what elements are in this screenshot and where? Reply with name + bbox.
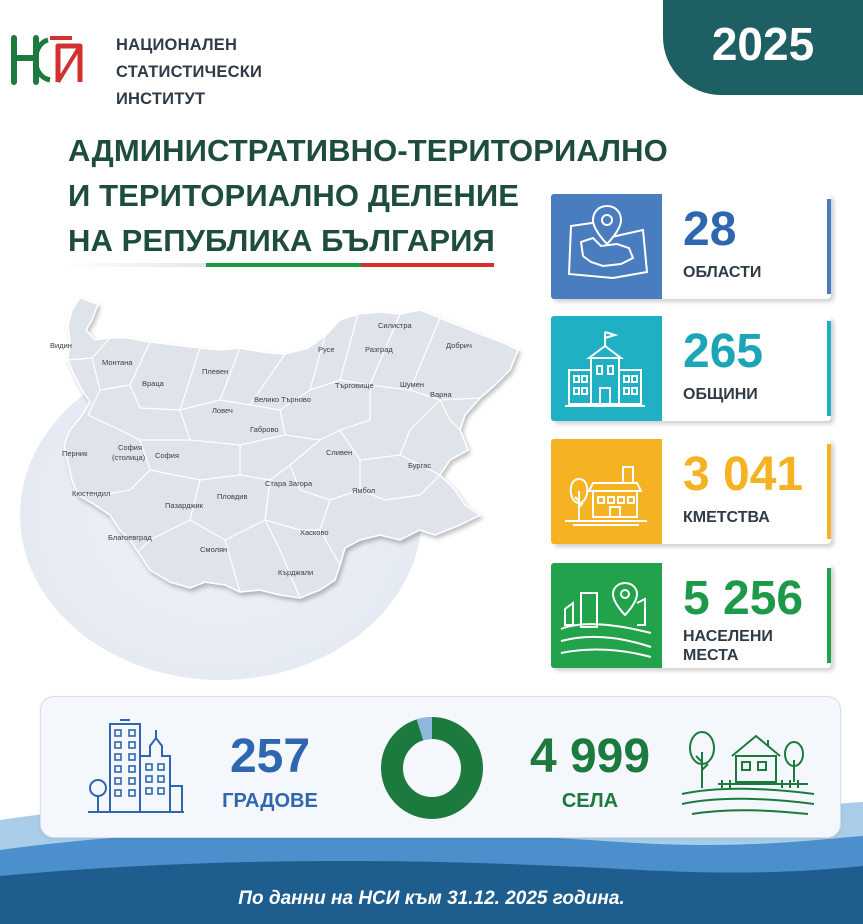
stat-icon-panel bbox=[551, 316, 662, 421]
stat-card-settlements bbox=[551, 563, 831, 668]
cities-number: 257 bbox=[229, 730, 311, 783]
map-label-kardzhali: Кърджали bbox=[278, 568, 314, 577]
org-line-3: ИНСТИТУТ bbox=[116, 90, 206, 108]
title-line-2: И ТЕРИТОРИАЛНО ДЕЛЕНИЕ bbox=[68, 178, 520, 213]
mayoralties-number: 3 041 bbox=[683, 448, 804, 501]
settlements-number: 5 256 bbox=[683, 572, 804, 625]
map-label-varna: Варна bbox=[430, 390, 452, 399]
map-label-plovdiv: Пловдив bbox=[217, 492, 248, 501]
map-label-montana: Монтана bbox=[102, 358, 133, 367]
stat-icon-panel bbox=[551, 563, 662, 668]
map-label-sofia-capital: София bbox=[118, 443, 143, 452]
donut-cities-segment bbox=[420, 728, 432, 730]
map-label-capital-note: (столица) bbox=[112, 453, 146, 462]
map-label-stara-zagora: Стара Загора bbox=[265, 479, 313, 488]
regions-number: 28 bbox=[683, 203, 737, 256]
map-label-vratsa: Враца bbox=[142, 379, 164, 388]
map-label-targovishte: Търговище bbox=[335, 381, 374, 390]
municipalities-label: ОБЩИНИ bbox=[683, 386, 758, 403]
city-buildings-icon bbox=[86, 716, 186, 816]
stat-card-mayoralties bbox=[551, 439, 831, 544]
map-label-razgrad: Разград bbox=[365, 345, 393, 354]
house-tree-icon bbox=[551, 439, 662, 544]
donut-villages-segment bbox=[392, 728, 472, 808]
title-line-3: НА РЕПУБЛИКА БЪЛГАРИЯ bbox=[68, 223, 495, 258]
villages-label: СЕЛА bbox=[561, 790, 619, 812]
flag-divider bbox=[62, 262, 494, 268]
map-label-dobrich: Добрич bbox=[446, 341, 472, 350]
map-label-silistra: Силистра bbox=[378, 321, 412, 330]
town-hall-icon bbox=[551, 316, 662, 421]
title-line-1: АДМИНИСТРАТИВНО-ТЕРИТОРИАЛНО bbox=[68, 133, 668, 168]
map-label-pleven: Плевен bbox=[202, 367, 229, 376]
stat-card-regions bbox=[551, 194, 831, 299]
map-pin-icon bbox=[551, 194, 662, 299]
nsi-logo-icon bbox=[10, 30, 88, 90]
settlements-label-line2: МЕСТА bbox=[683, 647, 739, 664]
stat-icon-panel bbox=[551, 194, 662, 299]
map-label-blagoevgrad: Благоевград bbox=[108, 533, 152, 542]
map-label-kyustendil: Кюстендил bbox=[72, 489, 111, 498]
footer-note: По данни на НСИ към 31.12. 2025 година. bbox=[238, 888, 625, 909]
year-label: 2025 bbox=[711, 18, 815, 70]
map-label-yambol: Ямбол bbox=[352, 486, 376, 495]
stat-icon-panel bbox=[551, 439, 662, 544]
village-landscape-icon bbox=[678, 722, 818, 820]
city-landscape-icon bbox=[551, 563, 662, 668]
bulgaria-map bbox=[40, 290, 530, 610]
card-accent-bar bbox=[827, 321, 831, 416]
regions-label: ОБЛАСТИ bbox=[683, 264, 762, 281]
map-label-sofia-region: София bbox=[155, 451, 180, 460]
map-label-sliven: Сливен bbox=[326, 448, 353, 457]
card-accent-bar bbox=[827, 199, 831, 294]
municipalities-number: 265 bbox=[683, 325, 764, 378]
cities-label: ГРАДОВЕ bbox=[222, 790, 318, 812]
stat-card-municipalities bbox=[551, 316, 831, 421]
card-accent-bar bbox=[827, 568, 831, 663]
map-label-smolyan: Смолян bbox=[200, 545, 228, 554]
organization-name bbox=[116, 32, 262, 113]
map-label-pernik: Перник bbox=[62, 449, 88, 458]
map-label-haskovo: Хасково bbox=[300, 528, 329, 537]
map-label-burgas: Бургас bbox=[408, 461, 432, 470]
org-line-1: НАЦИОНАЛЕН bbox=[116, 36, 238, 54]
villages-number: 4 999 bbox=[529, 730, 651, 783]
map-label-pazardzhik: Пазарджик bbox=[165, 501, 203, 510]
map-label-vidin: Видин bbox=[50, 341, 72, 350]
card-accent-bar bbox=[827, 444, 831, 539]
map-label-veliko-tarnovo: Велико Търново bbox=[254, 395, 311, 404]
map-label-ruse: Русе bbox=[318, 345, 335, 354]
settlements-label-line1: НАСЕЛЕНИ bbox=[683, 628, 773, 645]
org-line-2: СТАТИСТИЧЕСКИ bbox=[116, 63, 263, 81]
map-label-shumen: Шумен bbox=[400, 380, 425, 389]
mayoralties-label: КМЕТСТВА bbox=[683, 509, 770, 526]
cities-villages-donut bbox=[378, 714, 486, 822]
map-label-lovech: Ловеч bbox=[212, 406, 233, 415]
map-label-gabrovo: Габрово bbox=[250, 425, 279, 434]
